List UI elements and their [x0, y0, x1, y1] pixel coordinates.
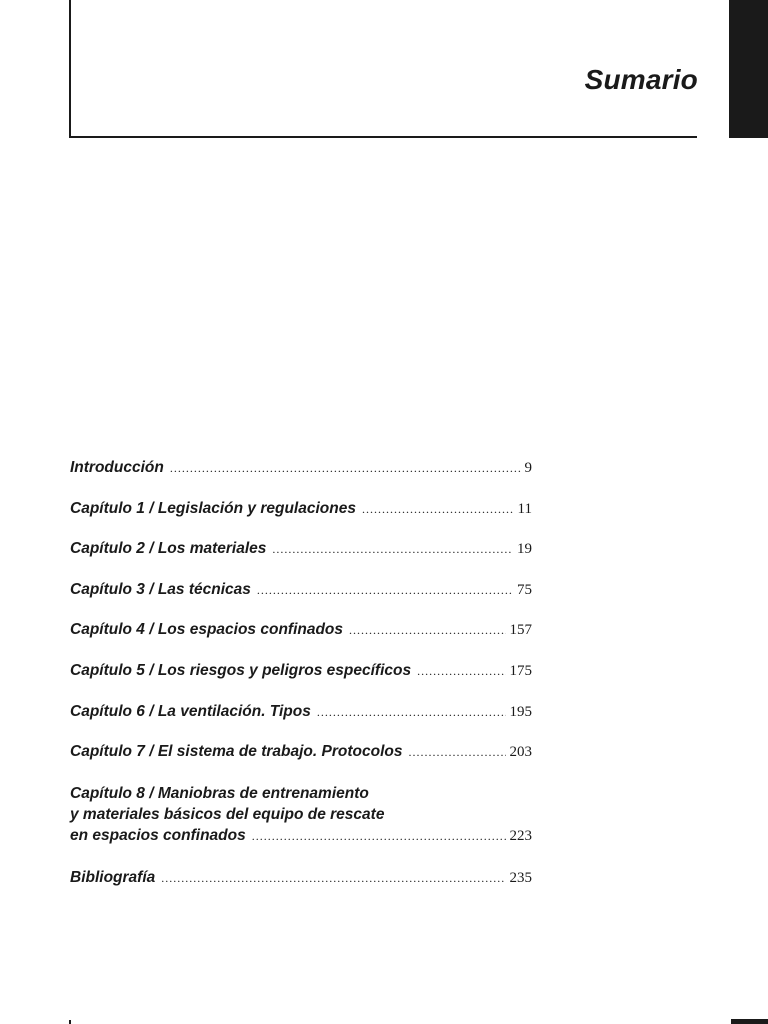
toc-entry-title: Capítulo 7 / El sistema de trabajo. Protocolos — [70, 743, 403, 761]
toc-entry-title: Capítulo 3 / Las técnicas — [70, 580, 251, 598]
toc-entry-title: Capítulo 5 / Los riesgos y peligros específicos — [70, 661, 412, 679]
toc-entry-capitulo-4[interactable] — [70, 621, 532, 662]
toc-page-number: 11 — [517, 500, 532, 517]
dot-leader — [252, 826, 506, 847]
toc-page-number: 75 — [517, 581, 532, 598]
toc-entry-bibliografia[interactable] — [70, 869, 532, 910]
toc-entry-last-line — [70, 825, 532, 847]
toc-entry-capitulo-7[interactable] — [70, 743, 532, 784]
toc-entry-title: Capítulo 1 / Legislación y regulaciones — [70, 499, 356, 517]
toc-entry-capitulo-2[interactable] — [70, 540, 532, 581]
toc-entry-capitulo-6[interactable] — [70, 703, 532, 744]
toc-entry-capitulo-5[interactable] — [70, 662, 532, 703]
dot-leader — [349, 623, 505, 638]
dot-leader — [161, 871, 505, 886]
section-thumb-tab — [729, 0, 768, 138]
dot-leader — [272, 542, 513, 557]
dot-leader — [408, 745, 505, 760]
table-of-contents — [70, 459, 532, 909]
toc-entry-title: Bibliografía — [70, 868, 156, 886]
toc-entry-title: Introducción — [70, 459, 164, 476]
dot-leader — [362, 502, 514, 517]
page-title: Sumario — [584, 64, 698, 95]
toc-entry-capitulo-8[interactable] — [70, 783, 532, 847]
footer-crop-mark — [69, 1020, 71, 1024]
toc-entry-capitulo-3[interactable] — [70, 581, 532, 622]
dot-leader — [317, 705, 506, 720]
toc-page-number: 203 — [509, 744, 532, 761]
dot-leader — [417, 664, 505, 679]
toc-page-number: 9 — [524, 460, 532, 476]
toc-entry-title-line: Capítulo 8 / Maniobras de entrenamiento — [70, 784, 369, 802]
toc-entry-title: Capítulo 4 / Los espacios confinados — [70, 621, 344, 639]
toc-entry-title-line: y materiales básicos del equipo de rescate — [70, 805, 385, 823]
dot-leader — [257, 583, 513, 598]
toc-page-number: 19 — [517, 541, 532, 558]
footer-thumb-mark — [731, 1019, 768, 1024]
toc-entry-title: Capítulo 6 / La ventilación. Tipos — [70, 702, 311, 720]
header-frame-bottom-rule — [69, 136, 697, 138]
toc-page-number: 157 — [509, 622, 532, 639]
toc-entry-title-line: en espacios confinados — [70, 826, 246, 844]
toc-page-number: 235 — [509, 869, 532, 886]
toc-page-number: 223 — [509, 827, 532, 844]
toc-entry-title: Capítulo 2 / Los materiales — [70, 540, 267, 558]
toc-page-number: 195 — [509, 703, 532, 720]
toc-entry-capitulo-1[interactable] — [70, 500, 532, 541]
dot-leader — [170, 461, 521, 476]
toc-page-number: 175 — [509, 662, 532, 679]
header-frame-left-rule — [69, 0, 71, 138]
toc-entry-introduccion[interactable] — [70, 459, 532, 500]
